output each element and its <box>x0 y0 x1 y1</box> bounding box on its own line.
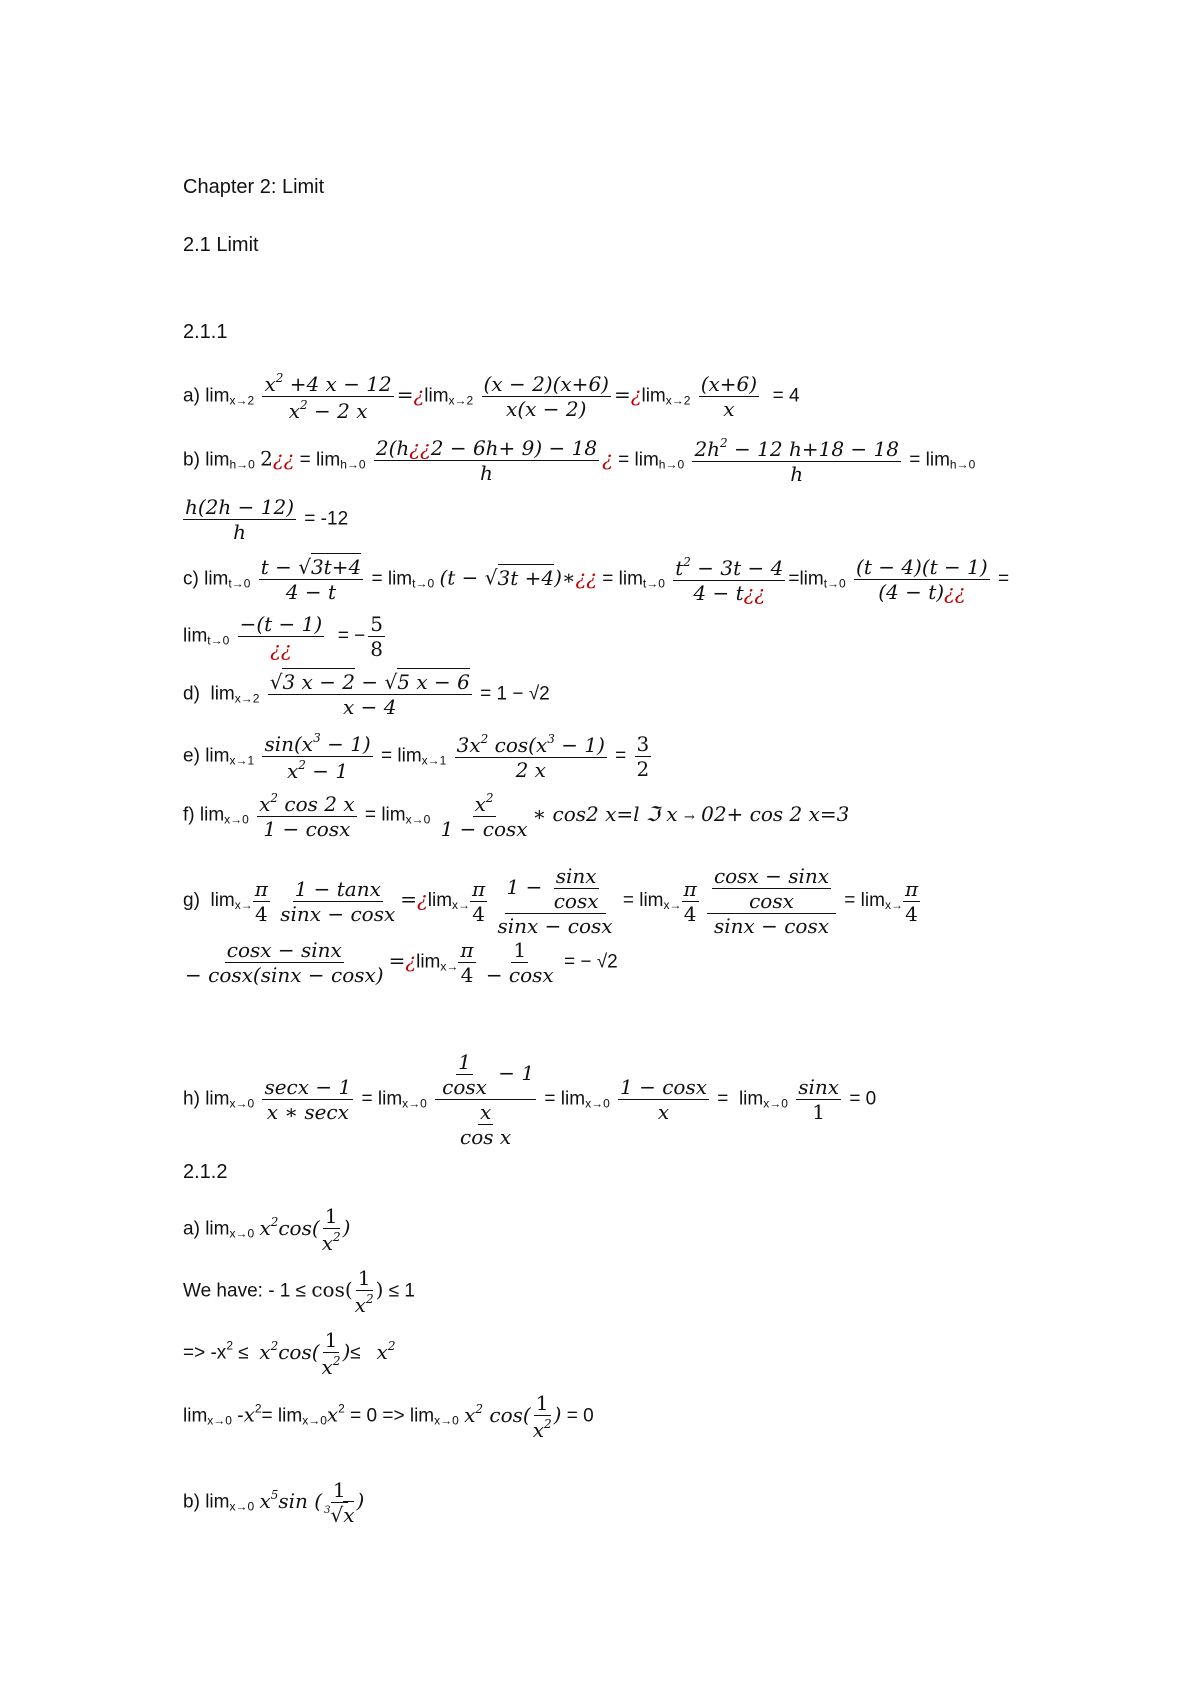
label-h: h) <box>183 1088 200 1110</box>
lim-text: lim <box>205 449 230 471</box>
result-b: = -12 <box>304 508 349 530</box>
label-a: a) <box>183 1218 200 1240</box>
fraction: $\frac{x^2 +4 x - 12}{x^2 - 2 x}$ <box>264 371 392 423</box>
lim-sub: x→0 <box>405 812 431 827</box>
subsection-2-1-2: 2.1.2 <box>183 1161 228 1183</box>
label-d: d) <box>183 683 200 705</box>
lim-text: lim <box>315 449 341 471</box>
fraction: $\frac{3}{2}$ <box>636 732 650 781</box>
lim-sub: x→0 <box>207 1413 232 1428</box>
lim-sub: h→0 <box>658 457 685 472</box>
result-h: = 0 <box>849 1088 877 1110</box>
lim-sub: x→0 <box>585 1096 610 1111</box>
label-a: a) <box>183 385 200 407</box>
lim-sub: x→2 <box>665 393 691 408</box>
implies-line: => $-x^2 \le x^2\cos$( $\frac{1}{x^2}$ )≤ $x^2$ <box>183 1328 396 1379</box>
label-c: c) <box>183 568 199 590</box>
fraction: $\frac{\sin(x^3 - 1)}{x^2 - 1}$ <box>264 731 371 783</box>
fraction: $\frac{2h^2 - 12 h+18 - 18}{h}$ <box>694 436 899 486</box>
le-text: ≤ <box>350 1342 361 1364</box>
lim-sub: x→0 <box>402 1096 427 1111</box>
le-text: ≤ <box>238 1342 249 1364</box>
fraction: $\frac{\pi}{4}$ <box>904 876 919 926</box>
implies-text: => -x <box>183 1342 227 1364</box>
eq-zero-implies: = 0 => <box>350 1405 405 1427</box>
problem-b: b) $\lim_{h\to 0}$ 2¿¿ = $\lim_{h\to 0}$ $\frac{2(h¿¿2 - 6h+ 9) - 18}{h}$ ¿ = $\lim_{h\to 0}$ $\frac{2h^2 - 12 h+18 - 18}{h}$ = $\lim_{h\to 0}$ <box>183 436 976 486</box>
fraction: $\frac{\pi}{4}$ <box>472 876 486 926</box>
result-c-eq: = <box>997 568 1010 590</box>
fraction: $\frac{1}{\cos x}$ <box>442 1050 487 1099</box>
fraction: $\frac{1}{x^2}$ <box>354 1266 374 1317</box>
lim-sub: x→ <box>452 898 471 913</box>
lim-sub: t→0 <box>823 576 846 591</box>
lim-sub: x→0 <box>434 1413 459 1428</box>
lim-sub: x→0 <box>229 1096 255 1111</box>
lim-text: lim <box>925 449 950 471</box>
lim-sub: x→2 <box>229 393 255 408</box>
lim-sub: x→ <box>234 898 253 913</box>
fraction: $\frac{h(2h - 12)}{h}$ <box>185 495 295 544</box>
fraction: $\frac{1}{x^2}$ <box>321 1204 341 1255</box>
lim-sub: t→0 <box>412 576 435 591</box>
fraction: $\frac{t^2 - 3t - 4}{4 - t¿¿}$ <box>675 555 784 605</box>
fraction: $\frac{1}{\cos x}$ − 1 $\frac{x}{\text{cos x}}$ <box>435 1052 536 1147</box>
lim-sub: h→0 <box>949 457 976 472</box>
label-g: g) <box>183 890 200 912</box>
subsection-2-1-1: 2.1.1 <box>183 321 228 343</box>
problem-2-a: a) $\lim_{x\to 0} x^2\cos$( $\frac{1}{x^2}$ ) <box>183 1204 351 1255</box>
fraction: $\frac{\pi}{4}$ <box>683 876 697 926</box>
result-d: = 1 − √2 <box>480 683 550 705</box>
lim-text: lim <box>183 625 208 647</box>
lim-text: lim <box>427 890 453 912</box>
fraction: $\frac{x}{\text{cos x}}$ <box>460 1100 512 1149</box>
lim-text: lim <box>210 683 235 705</box>
lim-sub: x→0 <box>229 1226 255 1241</box>
lim-text: lim <box>205 1218 230 1240</box>
lim-text: lim <box>641 385 666 407</box>
lim-text: lim <box>618 568 643 590</box>
lim-sub: x→0 <box>229 1499 255 1514</box>
lim-sub: x→ <box>663 898 682 913</box>
lim-text: lim <box>204 568 229 590</box>
lim-text: lim <box>738 1088 764 1110</box>
result-a: = 4 <box>772 385 800 407</box>
label-f: f) <box>183 804 195 826</box>
section-title: 2.1 Limit <box>183 234 259 256</box>
fraction: $\frac{1}{x^2}$ <box>532 1391 552 1442</box>
label-b: b) <box>183 1491 200 1513</box>
lim-text: lim <box>381 804 406 826</box>
lim-sub: x→ <box>440 959 459 974</box>
fraction: $\frac{1 - \tan x}{\sin x - \cos x}$ <box>280 876 396 926</box>
problem-e: e) $\lim_{x\to 1}$ $\frac{\sin(x^3 - 1)}{x^2 - 1}$ = $\lim_{x\to 1}$ $\frac{3x^2 \cos(x^3 - 1)}{2 x}$ = $\frac{3}{2}$ <box>183 731 650 783</box>
fraction: $\frac{√3 x - 2 - √5 x - 6}{x - 4}$ <box>269 670 470 719</box>
le-one-text: ≤ 1 <box>388 1280 415 1302</box>
we-have-text: We have: - 1 ≤ <box>183 1280 307 1302</box>
lim-text: lim <box>199 804 225 826</box>
lim-text: lim <box>409 1405 435 1427</box>
lim-text: lim <box>424 385 449 407</box>
problem-a: a) $\lim_{x\to 2}$ $\frac{x^2 +4 x - 12}{x^2 - 2 x}$ $=¿\lim_{x\to 2}$ $\frac{(x - 2)(x+6)}{x(x - 2)}$ $=¿\lim_{x\to 2}$ $\frac{(x+6)}{x}$ = 4 <box>183 371 800 423</box>
fraction: $\frac{5}{8}$ <box>370 612 383 661</box>
lim-text: lim <box>416 951 441 973</box>
lim-text: lim <box>205 745 230 767</box>
fraction: $\frac{\sin x}{\cos x}$ <box>553 864 599 913</box>
lim-sub: t→0 <box>642 576 665 591</box>
problem-f: f) $\lim_{x\to 0}$ $\frac{x^2 \cos 2 x}{1 - \cos x}$ = $\lim_{x\to 0}$ $\frac{x^2}{1 - \cos x}$ ∗ cos2 x=l ℑ x → 02+ cos 2 x=3 <box>183 791 850 841</box>
lim-text: lim <box>634 449 659 471</box>
fraction: $\frac{t - √3t+4}{4 - t}$ <box>260 555 362 604</box>
fraction: $\frac{1}{x^2}$ <box>321 1328 341 1379</box>
fraction: $\frac{(t - 4)(t - 1)}{(4 - t)¿¿}$ <box>856 555 988 604</box>
lim-sub: x→ <box>884 898 903 913</box>
problem-h: h) $\lim_{x\to 0}$ $\frac{\sec x - 1}{x ∗ \sec x}$ = $\lim_{x\to 0}$ $\frac{1}{\cos x}$ − 1 $\frac{x}{\text{cos x}}$ = $\lim_{x\to 0}$ $\frac{1 - \cos x}{x}$ = $\lim_{x\to 0}$ $\frac{\sin x}{1}$ = 0 <box>183 1050 877 1149</box>
fraction: $\frac{\cos x - \sin x}{\cos x}$ <box>713 864 830 913</box>
lim-text: lim <box>205 385 230 407</box>
lim-sub: t→0 <box>228 576 251 591</box>
lim-text: lim <box>183 1405 208 1427</box>
problem-2-b: b) $\lim_{x\to 0} x^5\sin$ ( $\frac{1}{^3√x}$ ) <box>183 1478 365 1527</box>
lim-text: lim <box>799 568 824 590</box>
lim-text: lim <box>205 1088 230 1110</box>
chapter-title: Chapter 2: Limit <box>183 176 325 198</box>
lim-sub: x→0 <box>224 812 249 827</box>
problem-d <box>183 672 550 717</box>
fraction: $\frac{x^2}{1 - \cos x}$ <box>440 791 528 841</box>
problem-c: c) $\lim_{t\to 0}$ $\frac{t - √3t+4}{4 - t}$ = $\lim_{t\to 0} (t - √3t$ +4)∗¿¿ = $\lim_{t\to 0}$ $\frac{t^2 - 3t - 4}{4 - t¿¿}$ $=\lim_{t\to 0}$ $\frac{(t - 4)(t - 1)}{(4 - t)¿¿}$ = <box>183 555 1010 605</box>
fraction: 1 − $\frac{\sin x}{\cos x}$ sinx − cosx <box>497 864 613 938</box>
fraction: $\frac{(x+6)}{x}$ <box>700 372 758 421</box>
lim-sub: x→1 <box>421 753 447 768</box>
glyph-inv: ¿ <box>413 382 425 407</box>
glyph-inv: ¿ <box>630 382 642 407</box>
result-g: = − √2 <box>564 951 618 973</box>
fraction: $\frac{\frac{\cos x - \sin x}{\cos x}}{\sin x - \cos x}$ <box>707 866 836 936</box>
lim-text: lim <box>639 890 664 912</box>
fraction: $\frac{\pi}{4}$ <box>460 938 474 987</box>
lim-text: lim <box>205 1491 230 1513</box>
we-have-line: We have: - 1 ≤ cos( $\frac{1}{x^2}$ ) ≤ 1 <box>183 1266 415 1317</box>
fraction: $\frac{\sec x - 1}{x ∗ \sec x}$ <box>264 1075 352 1124</box>
lim-text: lim <box>560 1088 586 1110</box>
lim-sub: x→0 <box>763 1096 788 1111</box>
lim-text: lim <box>210 890 235 912</box>
lim-sub: x→1 <box>229 753 255 768</box>
fraction: $\frac{(x - 2)(x+6)}{x(x - 2)}$ <box>483 372 609 421</box>
lim-sub: x→2 <box>448 393 474 408</box>
problem-g-cont: $\frac{\cos x - \sin x}{- \cos x(\sin x - \cos x)}$ $=¿\lim_{x\to}$ $\frac{\pi}{4}$ $\frac{1}{- \cos x}$ = − √2 <box>185 938 618 987</box>
problem-b-cont <box>183 497 348 542</box>
lim-sub: x→2 <box>234 691 260 706</box>
fraction: $\frac{-(t - 1)}{¿¿}$ <box>239 612 323 661</box>
lim-text: lim <box>860 890 885 912</box>
label-e: e) <box>183 745 200 767</box>
lim-text: lim <box>397 745 422 767</box>
lim-text: lim <box>377 1088 403 1110</box>
fraction: $\frac{1 - \cos x}{x}$ <box>620 1075 708 1124</box>
problem-c-cont: $\lim_{t\to 0}$ $\frac{-(t - 1)}{¿¿}$ = − $\frac{5}{8}$ <box>183 612 383 661</box>
fraction: $\frac{3x^2 \cos(x^3 - 1)}{2 x}$ <box>456 732 605 782</box>
final-zero: = 0 <box>566 1405 594 1427</box>
lim-sub: h→0 <box>229 457 255 472</box>
lim-sub: h→0 <box>340 457 366 472</box>
conclusion-line: $\lim_{x\to 0} -x^2= \lim_{x\to 0}x^2 = 0 => \lim_{x\to 0} x^2$ cos( $\frac{1}{x^2}$ ) = 0 <box>183 1391 594 1442</box>
lim-text: lim <box>387 568 413 590</box>
fraction: $\frac{2(h¿¿2 - 6h+ 9) - 18}{h}$ <box>375 436 598 485</box>
fraction: $\frac{\pi}{4}$ <box>254 876 268 926</box>
problem-g: g) $\lim_{x\to}$ $\frac{\pi}{4}$ $\frac{1 - \tan x}{\sin x - \cos x}$ $=¿\lim_{x\to}$ $\frac{\pi}{4}$ 1 − $\frac{\sin x}{\cos x}$ sinx − cosx = $\lim_{x\to}$ $\frac{\pi}{4}$ $\frac{\frac{\cos x - \sin x}{\cos x}}{\sin x - \cos x}$ = $\lim_{x\to}$ $\frac{\pi}{4}$ <box>183 864 919 938</box>
fraction: $\frac{\sin x}{1}$ <box>798 1075 840 1124</box>
fraction: $\frac{x^2 \cos 2 x}{1 - \cos x}$ <box>259 791 355 841</box>
fraction: $\frac{1}{- \cos x}$ <box>485 938 554 987</box>
lim-sub: t→0 <box>207 633 230 648</box>
fraction: $\frac{\cos x - \sin x}{- \cos x(\sin x - \cos x)}$ <box>185 938 384 987</box>
fraction: $\frac{1}{^3√x}$ <box>324 1478 355 1527</box>
label-b: b) <box>183 449 200 471</box>
lim-sub: x→0 <box>302 1413 327 1428</box>
lim-text: lim <box>277 1405 303 1427</box>
